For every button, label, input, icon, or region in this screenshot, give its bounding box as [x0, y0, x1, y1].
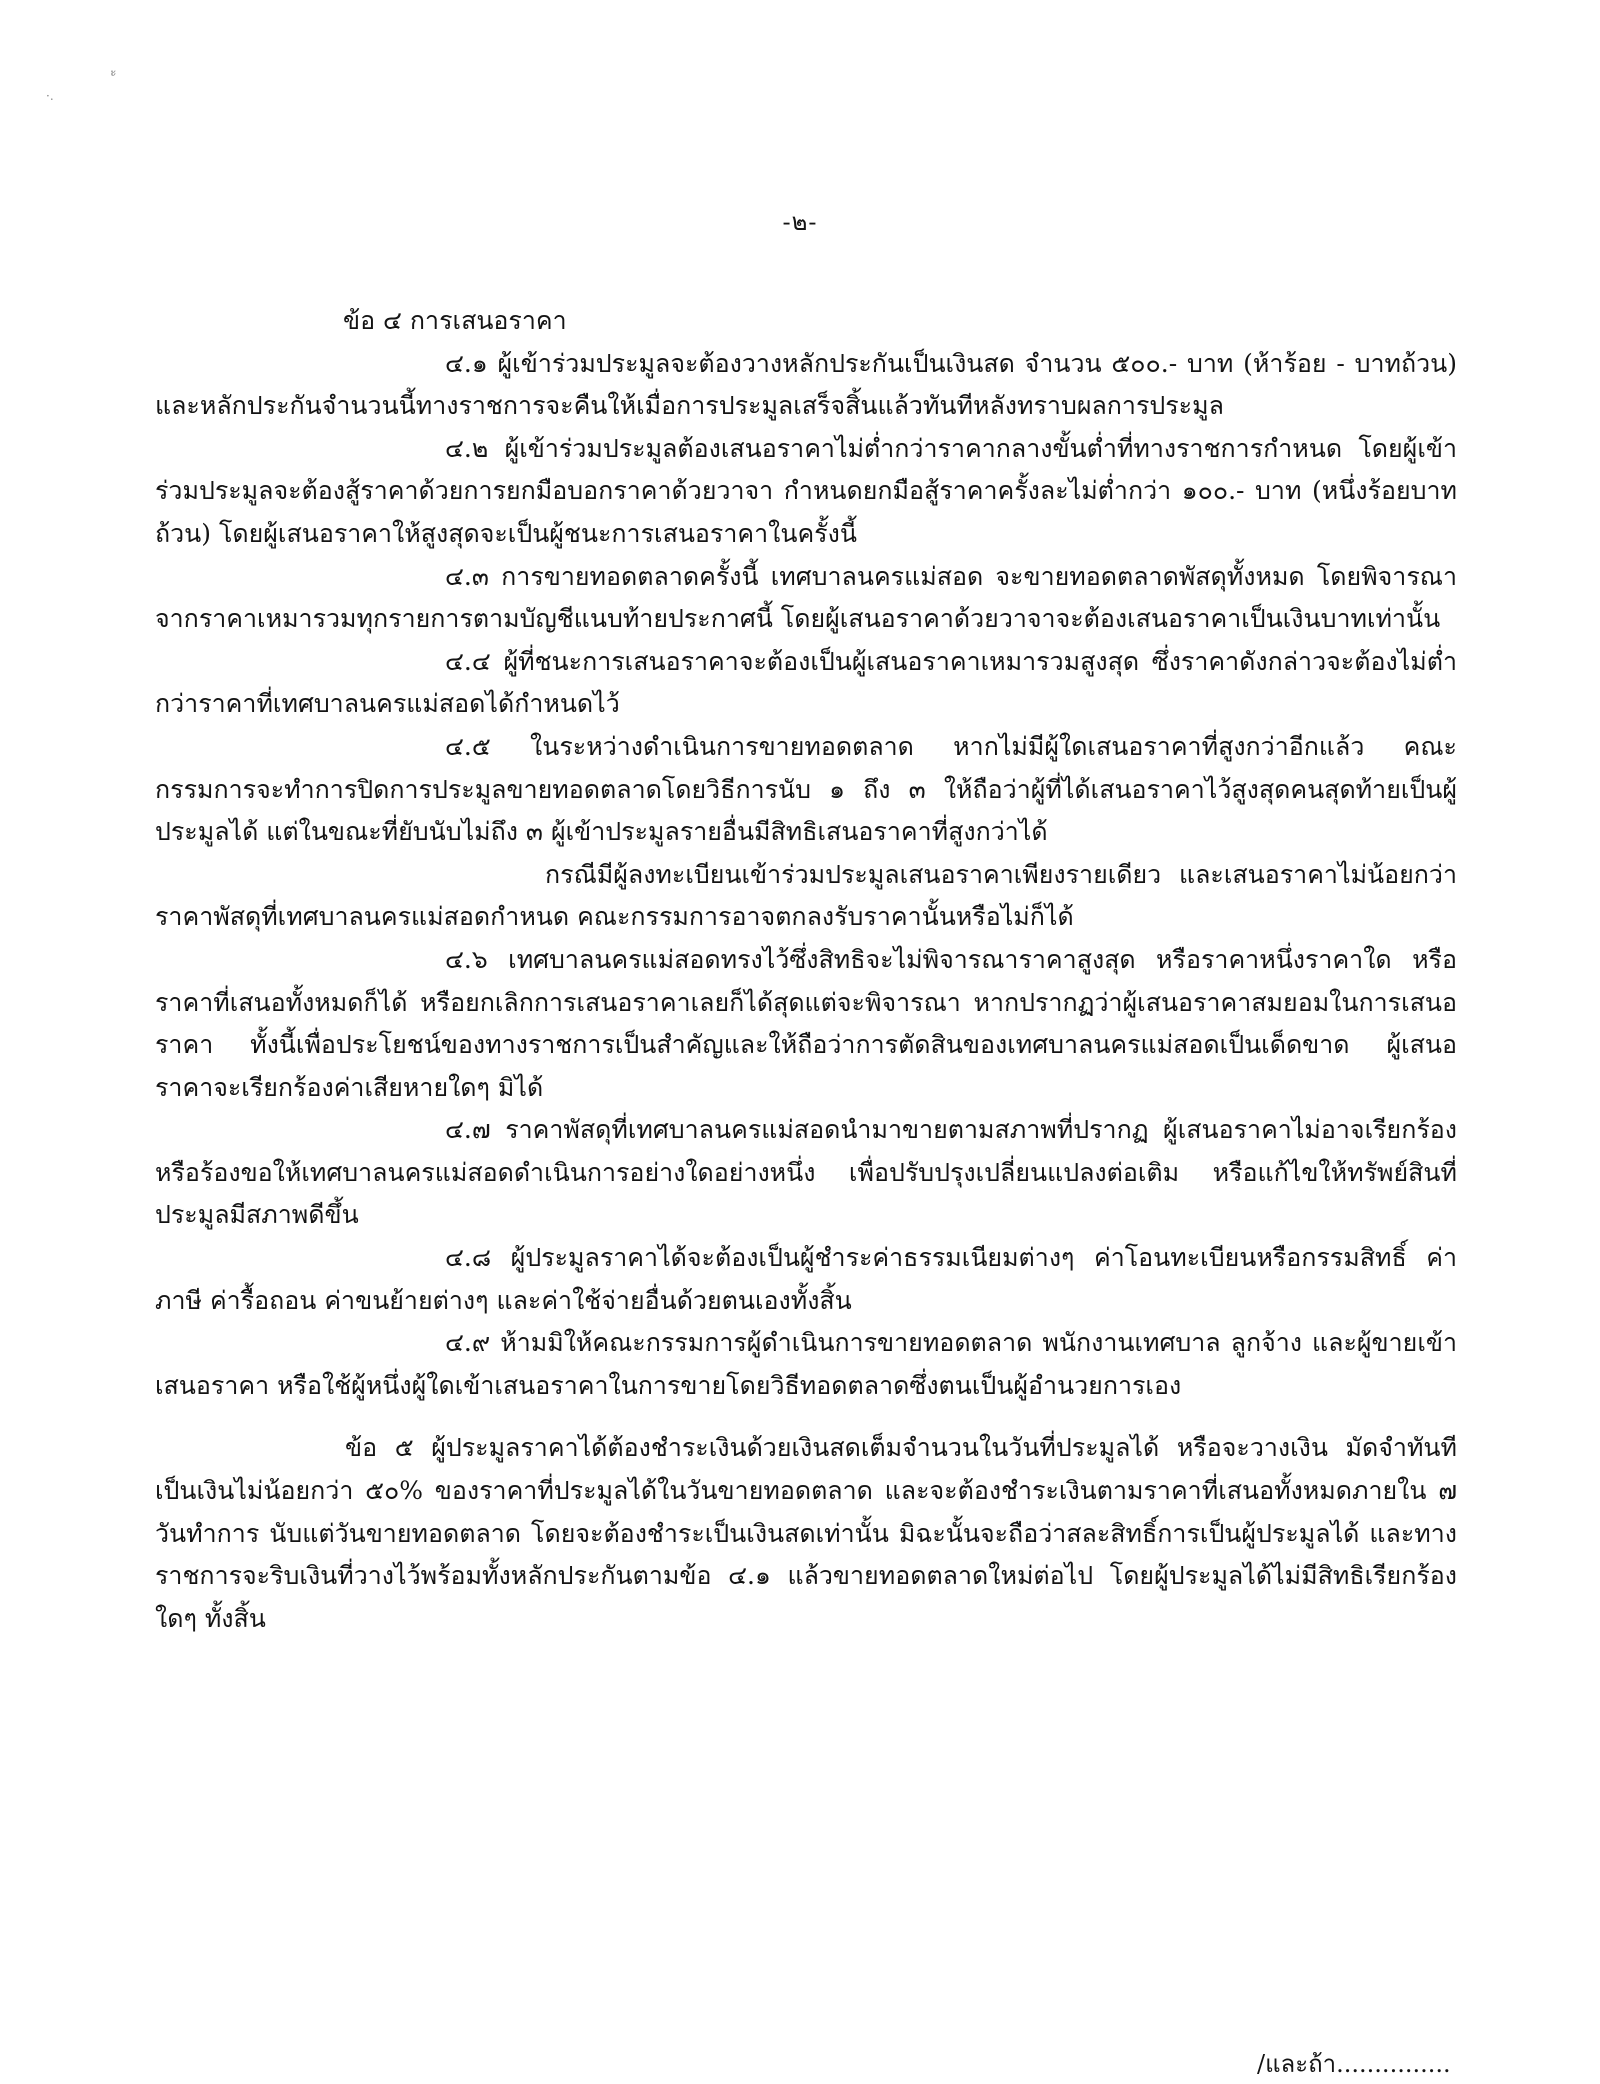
document-body: [155, 300, 1457, 1640]
clause-4-1: ๔.๑ ผู้เข้าร่วมประมูลจะต้องวางหลักประกันเป็นเงินสด จำนวน ๕๐๐.- บาท (ห้าร้อย - บาทถ้วน) และหลักประกันจำนวนนี้ทางราชการจะคืนให้เมื่อการประมูลเสร็จสิ้นแล้วทันทีหลังทราบผลการประมูล: [155, 348, 1457, 421]
scan-speck: ·.: [46, 89, 54, 103]
page-number: -๒-: [782, 208, 818, 236]
clause-4-5-sub: กรณีมีผู้ลงทะเบียนเข้าร่วมประมูลเสนอราคาเพียงรายเดียว และเสนอราคาไม่น้อยกว่าราคาพัสดุที่เทศบาลนครแม่สอดกำหนด คณะกรรมการอาจตกลงรับราคานั้นหรือไม่ก็ได้: [155, 859, 1457, 932]
clause-4-6: ๔.๖ เทศบาลนครแม่สอดทรงไว้ซึ่งสิทธิจะไม่พิจารณาราคาสูงสุด หรือราคาหนึ่งราคาใด หรือราคาที่เสนอทั้งหมดก็ได้ หรือยกเลิกการเสนอราคาเลยก็ได้สุดแต่จะพิจารณา หากปรากฏว่าผู้เสนอราคาสมยอมในการเสนอราคา ทั้งนี้เพื่อประโยชน์ของทางราชการเป็นสำคัญและให้ถือว่าการตัดสินของเทศบาลนครแม่สอดเป็นเด็ดขาด ผู้เสนอราคาจะเรียกร้องค่าเสียหายใดๆ มิได้: [155, 944, 1457, 1102]
clause-4-8: ๔.๘ ผู้ประมูลราคาได้จะต้องเป็นผู้ชำระค่าธรรมเนียมต่างๆ ค่าโอนทะเบียนหรือกรรมสิทธิ์ ค่าภาษี ค่ารื้อถอน ค่าขนย้ายต่างๆ และค่าใช้จ่ายอื่นด้วยตนเองทั้งสิ้น: [155, 1243, 1457, 1315]
clause-4-9: ๔.๙ ห้ามมิให้คณะกรรมการผู้ดำเนินการขายทอดตลาด พนักงานเทศบาล ลูกจ้าง และผู้ขายเข้าเสนอราคา หรือใช้ผู้หนึ่งผู้ใดเข้าเสนอราคาในการขายโดยวิธีทอดตลาดซึ่งตนเป็นผู้อำนวยการเอง: [155, 1328, 1457, 1400]
clause-5: ข้อ ๕ ผู้ประมูลราคาได้ต้องชำระเงินด้วยเงินสดเต็มจำนวนในวันที่ประมูลได้ หรือจะวางเงิน มัดจำทันทีเป็นเงินไม่น้อยกว่า ๕๐% ของราคาที่ประมูลได้ในวันขายทอดตลาด และจะต้องชำระเงินตามราคาที่เสนอทั้งหมดภายใน ๗ วันทำการ นับแต่วันขายทอดตลาด โดยจะต้องชำระเป็นเงินสดเท่านั้น มิฉะนั้นจะถือว่าสละสิทธิ์การเป็นผู้ประมูลได้ และทางราชการจะริบเงินที่วางไว้พร้อมทั้งหลักประกันตามข้อ ๔.๑ แล้วขายทอดตลาดใหม่ต่อไป โดยผู้ประมูลได้ไม่มีสิทธิเรียกร้องใดๆ ทั้งสิ้น: [155, 1433, 1457, 1633]
scan-speck: ะ: [110, 65, 117, 79]
clause-4-2: ๔.๒ ผู้เข้าร่วมประมูลต้องเสนอราคาไม่ต่ำกว่าราคากลางขั้นต่ำที่ทางราชการกำหนด โดยผู้เข้าร่วมประมูลจะต้องสู้ราคาด้วยการยกมือบอกราคาด้วยวาจา กำหนดยกมือสู้ราคาครั้งละไม่ต่ำกว่า ๑๐๐.- บาท (หนึ่งร้อยบาทถ้วน) โดยผู้เสนอราคาให้สูงสุดจะเป็นผู้ชนะการเสนอราคาในครั้งนี้: [155, 433, 1457, 548]
continuation-note: /และถ้า...............: [1257, 2050, 1451, 2078]
clause-4-3: ๔.๓ การขายทอดตลาดครั้งนี้ เทศบาลนครแม่สอด จะขายทอดตลาดพัสดุทั้งหมด โดยพิจารณาจากราคาเหมารวมทุกรายการตามบัญชีแนบท้ายประกาศนี้ โดยผู้เสนอราคาด้วยวาจาจะต้องเสนอราคาเป็นเงินบาทเท่านั้น: [155, 561, 1457, 634]
clause-4-4: ๔.๔ ผู้ที่ชนะการเสนอราคาจะต้องเป็นผู้เสนอราคาเหมารวมสูงสุด ซึ่งราคาดังกล่าวจะต้องไม่ต่ำกว่าราคาที่เทศบาลนครแม่สอดได้กำหนดไว้: [155, 646, 1457, 719]
clause-4-7: ๔.๗ ราคาพัสดุที่เทศบาลนครแม่สอดนำมาขายตามสภาพที่ปรากฏ ผู้เสนอราคาไม่อาจเรียกร้องหรือร้องขอให้เทศบาลนครแม่สอดดำเนินการอย่างใดอย่างหนึ่ง เพื่อปรับปรุงเปลี่ยนแปลงต่อเติม หรือแก้ไขให้ทรัพย์สินที่ประมูลมีสภาพดีขึ้น: [155, 1115, 1457, 1230]
section-4-heading: ข้อ ๔ การเสนอราคา: [343, 306, 567, 335]
clause-4-5: ๔.๕ ในระหว่างดำเนินการขายทอดตลาด หากไม่มีผู้ใดเสนอราคาที่สูงกว่าอีกแล้ว คณะกรรมการจะทำการปิดการประมูลขายทอดตลาดโดยวิธีการนับ ๑ ถึง ๓ ให้ถือว่าผู้ที่ได้เสนอราคาไว้สูงสุดคนสุดท้ายเป็นผู้ประมูลได้ แต่ในขณะที่ยับนับไม่ถึง ๓ ผู้เข้าประมูลรายอื่นมีสิทธิเสนอราคาที่สูงกว่าได้: [155, 731, 1457, 847]
